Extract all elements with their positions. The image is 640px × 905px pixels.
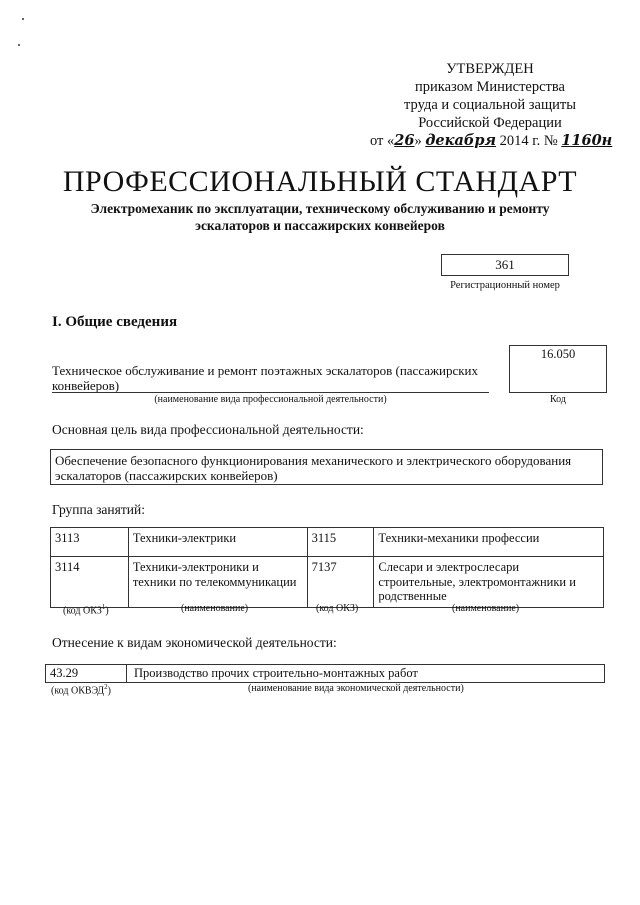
okz-code-caption: (код ОКЗ)	[316, 603, 359, 614]
occupation-name-cell: Техники-электроники и техники по телекоммуникации	[128, 557, 307, 608]
okz-code-cell: 3114	[51, 557, 129, 608]
activity-name-caption: (наименование вида профессиональной деятельности)	[154, 394, 387, 405]
occupation-name-caption: (наименование)	[452, 603, 520, 614]
registration-number-box: 361	[441, 254, 569, 276]
approval-title: УТВЕРЖДЕН	[446, 61, 534, 77]
okz-code-cell: 7137	[307, 557, 374, 608]
okz-code-cell: 3115	[307, 528, 374, 557]
activity-name: Техническое обслуживание и ремонт поэтажных эскалаторов (пассажирских конвейеров)	[52, 363, 479, 393]
okved-code: 43.29	[50, 666, 79, 680]
activity-code-box: 16.050	[509, 345, 607, 393]
handwritten-month: декабря	[425, 132, 497, 149]
okved-name: Производство прочих строительно-монтажных работ	[134, 666, 418, 680]
goal-text-box: Обеспечение безопасного функционирования механического и электрического оборудования эскалаторов (пассажирских конвейеров)	[50, 449, 603, 485]
okved-divider	[126, 665, 127, 682]
occupation-name-caption: (наименование)	[181, 603, 249, 614]
okz-code-caption: (код ОКЗ$^1$)	[63, 603, 109, 617]
activity-code-caption: Код	[550, 394, 566, 405]
okved-code-caption: (код ОКВЭД$^2$)	[51, 683, 111, 697]
okved-row	[45, 664, 605, 683]
handwritten-order-number: 1160н	[561, 132, 613, 149]
okz-code-cell: 3113	[51, 528, 129, 557]
scan-speck	[22, 18, 24, 20]
approval-line: Российской Федерации	[418, 115, 562, 131]
approval-line: труда и социальной защиты	[404, 97, 576, 113]
table-row	[51, 528, 604, 557]
approval-block	[370, 60, 613, 150]
table-row	[51, 557, 604, 608]
approval-date-line: от «26» декабря 2014 г. № 1160н	[370, 132, 613, 149]
handwritten-day: 26	[394, 132, 415, 149]
okved-label: Отнесение к видам экономической деятельности:	[52, 635, 337, 650]
occupation-table	[50, 527, 604, 608]
approval-line: приказом Министерства	[415, 79, 565, 95]
section-title: I. Общие сведения	[52, 314, 178, 330]
occupation-name-cell: Техники-механики профессии	[374, 528, 604, 557]
goal-label: Основная цель вида профессиональной деятельности:	[52, 422, 364, 437]
okved-name-caption: (наименование вида экономической деятельности)	[248, 683, 464, 694]
document-title: ПРОФЕССИОНАЛЬНЫЙ СТАНДАРТ	[62, 165, 578, 198]
occupation-name-cell: Техники-электрики	[128, 528, 307, 557]
occupation-group-label: Группа занятий:	[52, 502, 145, 517]
document-subtitle: Электромеханик по эксплуатации, техническому обслуживанию и ремонту эскалаторов и пассажирских конвейеров	[90, 201, 550, 233]
registration-number-label: Регистрационный номер	[450, 280, 560, 291]
scan-speck	[18, 44, 20, 46]
activity-underline	[52, 392, 489, 393]
occupation-name-cell: Слесари и электрослесари строительные, электромонтажники и родственные	[374, 557, 604, 608]
